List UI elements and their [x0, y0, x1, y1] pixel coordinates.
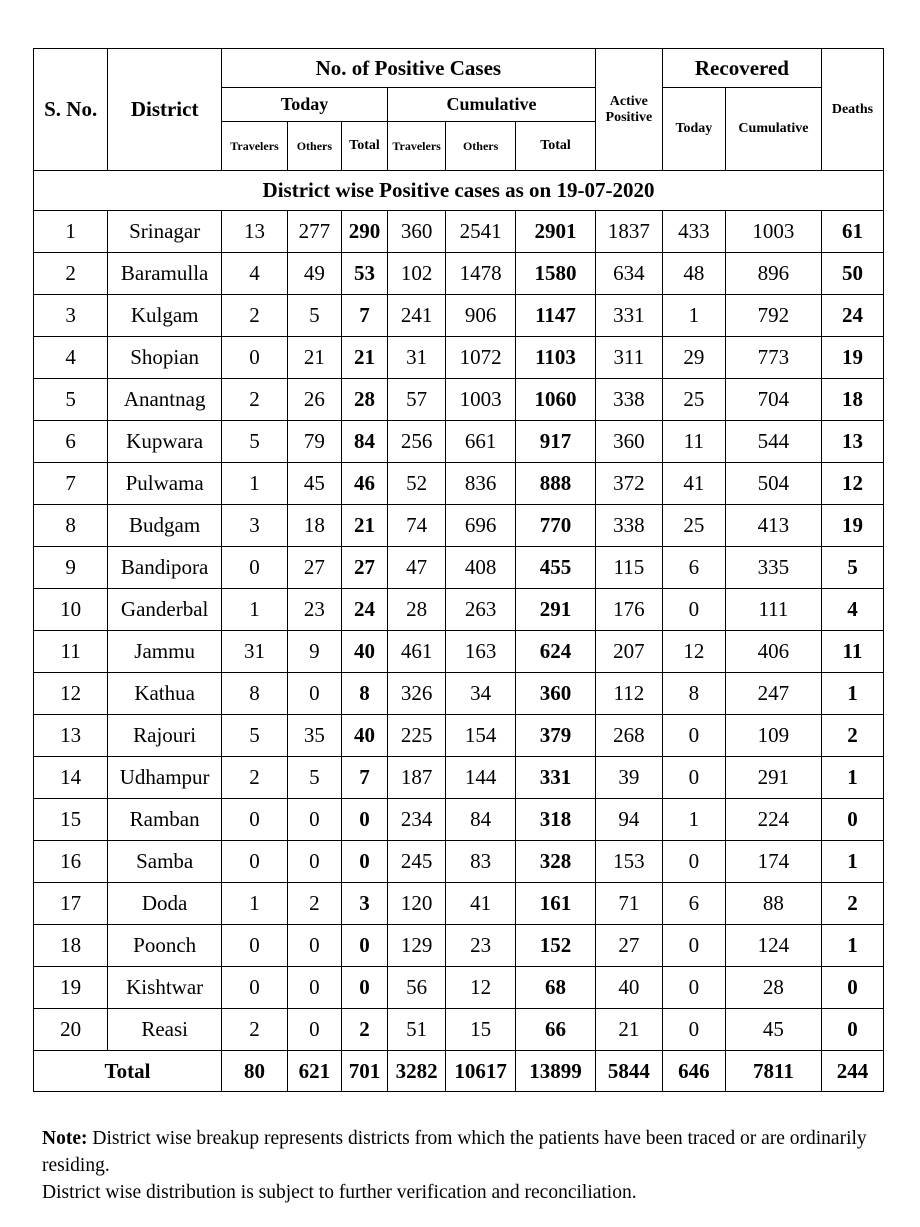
cell-today-others: 79: [288, 421, 342, 463]
cell-today-total: 0: [341, 925, 387, 967]
cell-today-others: 26: [288, 379, 342, 421]
cell-cumulative-travelers: 256: [388, 421, 446, 463]
district-cases-table: [33, 48, 884, 1092]
table-row: [34, 337, 884, 379]
cell-today-travelers: 8: [221, 673, 287, 715]
cell-active-positive: 21: [595, 1009, 662, 1051]
cell-today-total: 40: [341, 631, 387, 673]
cell-deaths: 1: [821, 841, 883, 883]
table-row: [34, 463, 884, 505]
header-recovered-cumulative: Cumulative: [725, 88, 821, 171]
cell-sno: 7: [34, 463, 108, 505]
cell-active-positive: 360: [595, 421, 662, 463]
cell-cumulative-total: 360: [516, 673, 596, 715]
header-recovered-today: Today: [662, 88, 725, 171]
cell-deaths: 2: [821, 883, 883, 925]
cell-recovered-cumulative: 1003: [725, 211, 821, 253]
cell-cumulative-travelers: 245: [388, 841, 446, 883]
cell-recovered-cumulative: 335: [725, 547, 821, 589]
header-today: Today: [221, 88, 387, 122]
cell-cumulative-total: 1580: [516, 253, 596, 295]
cell-deaths: 1: [821, 673, 883, 715]
header-today-total: Total: [341, 122, 387, 171]
cell-today-others: 5: [288, 295, 342, 337]
cell-today-travelers: 1: [221, 589, 287, 631]
cell-deaths: 0: [821, 799, 883, 841]
note-line-2: District wise distribution is subject to further verification and reconciliation.: [42, 1182, 637, 1203]
cell-cumulative-travelers: 28: [388, 589, 446, 631]
cell-today-travelers: 31: [221, 631, 287, 673]
cell-today-travelers: 2: [221, 295, 287, 337]
cell-cumulative-others: 163: [446, 631, 516, 673]
cell-active-positive: 71: [595, 883, 662, 925]
cell-cumulative-others: 696: [446, 505, 516, 547]
cell-today-total: 21: [341, 337, 387, 379]
cell-recovered-today: 6: [662, 547, 725, 589]
total-active-positive: 5844: [595, 1051, 662, 1092]
cell-district: Ramban: [108, 799, 222, 841]
cell-cumulative-travelers: 56: [388, 967, 446, 1009]
cell-cumulative-travelers: 57: [388, 379, 446, 421]
table-row: [34, 757, 884, 799]
cell-active-positive: 94: [595, 799, 662, 841]
cell-recovered-cumulative: 247: [725, 673, 821, 715]
cell-active-positive: 112: [595, 673, 662, 715]
cell-today-others: 27: [288, 547, 342, 589]
cell-recovered-today: 8: [662, 673, 725, 715]
table-row: [34, 673, 884, 715]
cell-recovered-today: 12: [662, 631, 725, 673]
cell-active-positive: 331: [595, 295, 662, 337]
table-row: [34, 547, 884, 589]
cell-cumulative-total: 161: [516, 883, 596, 925]
cell-cumulative-travelers: 120: [388, 883, 446, 925]
header-today-others: Others: [288, 122, 342, 171]
cell-sno: 13: [34, 715, 108, 757]
cell-cumulative-travelers: 225: [388, 715, 446, 757]
cell-cumulative-travelers: 234: [388, 799, 446, 841]
cell-cumulative-travelers: 102: [388, 253, 446, 295]
cell-recovered-cumulative: 109: [725, 715, 821, 757]
cell-cumulative-others: 41: [446, 883, 516, 925]
cell-deaths: 19: [821, 337, 883, 379]
table-row: [34, 631, 884, 673]
cell-today-total: 40: [341, 715, 387, 757]
total-cumulative-total: 13899: [516, 1051, 596, 1092]
cell-recovered-today: 29: [662, 337, 725, 379]
cell-cumulative-others: 84: [446, 799, 516, 841]
cell-recovered-cumulative: 544: [725, 421, 821, 463]
cell-recovered-today: 0: [662, 841, 725, 883]
cell-active-positive: 268: [595, 715, 662, 757]
cell-cumulative-total: 291: [516, 589, 596, 631]
cell-deaths: 0: [821, 967, 883, 1009]
cell-today-travelers: 0: [221, 547, 287, 589]
cell-deaths: 61: [821, 211, 883, 253]
total-today-total: 701: [341, 1051, 387, 1092]
cell-cumulative-travelers: 52: [388, 463, 446, 505]
total-today-others: 621: [288, 1051, 342, 1092]
cell-district: Doda: [108, 883, 222, 925]
cell-deaths: 2: [821, 715, 883, 757]
cell-deaths: 11: [821, 631, 883, 673]
table-row: [34, 253, 884, 295]
cell-recovered-cumulative: 504: [725, 463, 821, 505]
cell-district: Kathua: [108, 673, 222, 715]
cell-sno: 6: [34, 421, 108, 463]
total-today-travelers: 80: [221, 1051, 287, 1092]
footnote: [42, 1125, 892, 1206]
cell-today-total: 0: [341, 967, 387, 1009]
cell-recovered-today: 1: [662, 295, 725, 337]
cell-today-total: 21: [341, 505, 387, 547]
cell-active-positive: 39: [595, 757, 662, 799]
cell-recovered-today: 0: [662, 589, 725, 631]
cell-cumulative-others: 154: [446, 715, 516, 757]
cell-sno: 11: [34, 631, 108, 673]
cell-deaths: 24: [821, 295, 883, 337]
cell-recovered-cumulative: 174: [725, 841, 821, 883]
cell-active-positive: 153: [595, 841, 662, 883]
cell-recovered-cumulative: 45: [725, 1009, 821, 1051]
header-cumulative-travelers: Travelers: [388, 122, 446, 171]
cell-district: Kulgam: [108, 295, 222, 337]
cell-recovered-today: 6: [662, 883, 725, 925]
total-deaths: 244: [821, 1051, 883, 1092]
note-text-1: District wise breakup represents districts from which the patients have been traced or are ordinarily residing.: [42, 1128, 867, 1176]
cell-cumulative-travelers: 187: [388, 757, 446, 799]
cell-active-positive: 27: [595, 925, 662, 967]
cell-today-others: 35: [288, 715, 342, 757]
cell-cumulative-total: 1147: [516, 295, 596, 337]
table-row: [34, 589, 884, 631]
table-row: [34, 1009, 884, 1051]
cell-active-positive: 40: [595, 967, 662, 1009]
cell-today-total: 27: [341, 547, 387, 589]
cell-recovered-today: 0: [662, 1009, 725, 1051]
cell-today-others: 0: [288, 841, 342, 883]
note-label: Note:: [42, 1128, 88, 1149]
cell-recovered-today: 433: [662, 211, 725, 253]
cell-cumulative-travelers: 51: [388, 1009, 446, 1051]
header-cumulative: Cumulative: [388, 88, 596, 122]
cell-deaths: 18: [821, 379, 883, 421]
cell-cumulative-others: 15: [446, 1009, 516, 1051]
cell-cumulative-travelers: 74: [388, 505, 446, 547]
cell-deaths: 12: [821, 463, 883, 505]
cell-recovered-cumulative: 124: [725, 925, 821, 967]
cell-cumulative-total: 917: [516, 421, 596, 463]
cell-recovered-cumulative: 28: [725, 967, 821, 1009]
cell-active-positive: 207: [595, 631, 662, 673]
cell-district: Pulwama: [108, 463, 222, 505]
cell-cumulative-others: 661: [446, 421, 516, 463]
cell-cumulative-travelers: 360: [388, 211, 446, 253]
cell-cumulative-others: 263: [446, 589, 516, 631]
cell-today-travelers: 2: [221, 757, 287, 799]
cell-today-travelers: 0: [221, 967, 287, 1009]
cell-today-others: 0: [288, 925, 342, 967]
header-district: District: [108, 49, 222, 171]
table-row: [34, 505, 884, 547]
cell-sno: 14: [34, 757, 108, 799]
header-cumulative-others: Others: [446, 122, 516, 171]
cell-deaths: 13: [821, 421, 883, 463]
cell-sno: 4: [34, 337, 108, 379]
cell-deaths: 50: [821, 253, 883, 295]
table-row: [34, 211, 884, 253]
cell-recovered-cumulative: 792: [725, 295, 821, 337]
cell-active-positive: 372: [595, 463, 662, 505]
cell-active-positive: 115: [595, 547, 662, 589]
cell-today-others: 2: [288, 883, 342, 925]
cell-cumulative-others: 1072: [446, 337, 516, 379]
cell-today-total: 28: [341, 379, 387, 421]
table-row: [34, 799, 884, 841]
cell-cumulative-others: 1003: [446, 379, 516, 421]
cell-cumulative-total: 379: [516, 715, 596, 757]
cell-cumulative-total: 68: [516, 967, 596, 1009]
table-row: [34, 883, 884, 925]
cell-recovered-cumulative: 291: [725, 757, 821, 799]
cell-district: Udhampur: [108, 757, 222, 799]
cell-cumulative-others: 12: [446, 967, 516, 1009]
cell-cumulative-others: 23: [446, 925, 516, 967]
total-row: [34, 1051, 884, 1092]
cell-cumulative-total: 624: [516, 631, 596, 673]
cell-recovered-cumulative: 406: [725, 631, 821, 673]
cell-deaths: 19: [821, 505, 883, 547]
cell-sno: 18: [34, 925, 108, 967]
cell-cumulative-total: 1060: [516, 379, 596, 421]
cell-today-travelers: 3: [221, 505, 287, 547]
cell-today-travelers: 0: [221, 841, 287, 883]
cell-today-total: 24: [341, 589, 387, 631]
cell-deaths: 5: [821, 547, 883, 589]
header-positive-cases: No. of Positive Cases: [221, 49, 595, 88]
cell-today-travelers: 1: [221, 463, 287, 505]
cell-recovered-cumulative: 88: [725, 883, 821, 925]
cell-cumulative-total: 152: [516, 925, 596, 967]
cell-cumulative-travelers: 47: [388, 547, 446, 589]
cell-today-total: 290: [341, 211, 387, 253]
cell-district: Srinagar: [108, 211, 222, 253]
header-cumulative-total: Total: [516, 122, 596, 171]
cell-today-travelers: 2: [221, 379, 287, 421]
header-today-travelers: Travelers: [221, 122, 287, 171]
cell-cumulative-others: 83: [446, 841, 516, 883]
cell-sno: 2: [34, 253, 108, 295]
cell-today-travelers: 5: [221, 715, 287, 757]
cell-recovered-today: 11: [662, 421, 725, 463]
cell-district: Shopian: [108, 337, 222, 379]
cell-today-total: 0: [341, 841, 387, 883]
cell-cumulative-total: 328: [516, 841, 596, 883]
cell-active-positive: 176: [595, 589, 662, 631]
table-row: [34, 421, 884, 463]
cell-today-total: 7: [341, 295, 387, 337]
note-line-1: [42, 1125, 892, 1179]
cell-cumulative-others: 1478: [446, 253, 516, 295]
cell-district: Bandipora: [108, 547, 222, 589]
cell-today-others: 0: [288, 1009, 342, 1051]
cell-today-travelers: 5: [221, 421, 287, 463]
total-label: Total: [34, 1051, 222, 1092]
cell-deaths: 1: [821, 925, 883, 967]
cell-sno: 20: [34, 1009, 108, 1051]
cell-cumulative-others: 34: [446, 673, 516, 715]
table-row: [34, 841, 884, 883]
total-recovered-cumulative: 7811: [725, 1051, 821, 1092]
cell-today-others: 45: [288, 463, 342, 505]
cell-cumulative-total: 66: [516, 1009, 596, 1051]
cell-district: Kishtwar: [108, 967, 222, 1009]
cell-recovered-today: 25: [662, 505, 725, 547]
cell-cumulative-travelers: 31: [388, 337, 446, 379]
cell-today-total: 3: [341, 883, 387, 925]
cell-today-travelers: 4: [221, 253, 287, 295]
cell-today-others: 0: [288, 967, 342, 1009]
cell-district: Budgam: [108, 505, 222, 547]
cell-district: Kupwara: [108, 421, 222, 463]
cell-cumulative-others: 408: [446, 547, 516, 589]
cell-today-total: 53: [341, 253, 387, 295]
cell-today-others: 18: [288, 505, 342, 547]
cell-district: Jammu: [108, 631, 222, 673]
cell-cumulative-travelers: 129: [388, 925, 446, 967]
cell-sno: 9: [34, 547, 108, 589]
cell-sno: 12: [34, 673, 108, 715]
cell-today-others: 277: [288, 211, 342, 253]
cell-recovered-cumulative: 111: [725, 589, 821, 631]
cell-district: Ganderbal: [108, 589, 222, 631]
cell-today-travelers: 0: [221, 925, 287, 967]
cell-sno: 15: [34, 799, 108, 841]
cell-cumulative-travelers: 241: [388, 295, 446, 337]
cell-district: Anantnag: [108, 379, 222, 421]
cell-district: Baramulla: [108, 253, 222, 295]
cell-active-positive: 338: [595, 505, 662, 547]
cell-today-others: 23: [288, 589, 342, 631]
table-row: [34, 967, 884, 1009]
cell-today-others: 0: [288, 799, 342, 841]
cell-recovered-today: 0: [662, 967, 725, 1009]
cell-today-others: 21: [288, 337, 342, 379]
cell-cumulative-travelers: 326: [388, 673, 446, 715]
cell-active-positive: 1837: [595, 211, 662, 253]
cell-recovered-today: 0: [662, 715, 725, 757]
cell-sno: 16: [34, 841, 108, 883]
cell-today-total: 7: [341, 757, 387, 799]
total-recovered-today: 646: [662, 1051, 725, 1092]
cell-recovered-today: 48: [662, 253, 725, 295]
cell-sno: 17: [34, 883, 108, 925]
table-body: [34, 211, 884, 1051]
cell-district: Poonch: [108, 925, 222, 967]
cell-district: Reasi: [108, 1009, 222, 1051]
header-recovered: Recovered: [662, 49, 821, 88]
cell-sno: 3: [34, 295, 108, 337]
cell-active-positive: 311: [595, 337, 662, 379]
cell-cumulative-total: 888: [516, 463, 596, 505]
cell-today-total: 84: [341, 421, 387, 463]
cell-recovered-today: 0: [662, 925, 725, 967]
total-cumulative-travelers: 3282: [388, 1051, 446, 1092]
table-title: District wise Positive cases as on 19-07-2020: [34, 171, 884, 211]
cell-recovered-today: 25: [662, 379, 725, 421]
table-row: [34, 295, 884, 337]
cell-cumulative-others: 144: [446, 757, 516, 799]
cell-today-others: 49: [288, 253, 342, 295]
cell-recovered-today: 0: [662, 757, 725, 799]
cell-recovered-cumulative: 224: [725, 799, 821, 841]
cell-recovered-today: 1: [662, 799, 725, 841]
cell-today-travelers: 0: [221, 337, 287, 379]
cell-cumulative-travelers: 461: [388, 631, 446, 673]
cell-today-travelers: 0: [221, 799, 287, 841]
table-row: [34, 925, 884, 967]
cell-today-total: 0: [341, 799, 387, 841]
cell-deaths: 0: [821, 1009, 883, 1051]
cell-recovered-cumulative: 704: [725, 379, 821, 421]
cell-cumulative-others: 906: [446, 295, 516, 337]
cell-cumulative-total: 1103: [516, 337, 596, 379]
cell-cumulative-others: 2541: [446, 211, 516, 253]
cell-today-total: 2: [341, 1009, 387, 1051]
cell-recovered-cumulative: 896: [725, 253, 821, 295]
cell-sno: 19: [34, 967, 108, 1009]
cell-today-others: 5: [288, 757, 342, 799]
table-row: [34, 715, 884, 757]
cell-sno: 1: [34, 211, 108, 253]
cell-today-travelers: 1: [221, 883, 287, 925]
cell-cumulative-total: 318: [516, 799, 596, 841]
cell-recovered-today: 41: [662, 463, 725, 505]
cell-recovered-cumulative: 413: [725, 505, 821, 547]
cell-cumulative-total: 331: [516, 757, 596, 799]
cell-sno: 5: [34, 379, 108, 421]
cell-today-travelers: 13: [221, 211, 287, 253]
cell-district: Rajouri: [108, 715, 222, 757]
cell-today-total: 46: [341, 463, 387, 505]
cell-cumulative-total: 770: [516, 505, 596, 547]
cell-recovered-cumulative: 773: [725, 337, 821, 379]
cell-sno: 10: [34, 589, 108, 631]
table-row: [34, 379, 884, 421]
cell-active-positive: 634: [595, 253, 662, 295]
header-active-positive: Active Positive: [595, 49, 662, 171]
cell-district: Samba: [108, 841, 222, 883]
total-cumulative-others: 10617: [446, 1051, 516, 1092]
header-sno: S. No.: [34, 49, 108, 171]
cell-sno: 8: [34, 505, 108, 547]
cell-cumulative-others: 836: [446, 463, 516, 505]
cell-cumulative-total: 2901: [516, 211, 596, 253]
cell-deaths: 4: [821, 589, 883, 631]
header-deaths: Deaths: [821, 49, 883, 171]
cell-today-others: 0: [288, 673, 342, 715]
cell-deaths: 1: [821, 757, 883, 799]
cell-today-total: 8: [341, 673, 387, 715]
cell-cumulative-total: 455: [516, 547, 596, 589]
cell-today-others: 9: [288, 631, 342, 673]
cell-today-travelers: 2: [221, 1009, 287, 1051]
cell-active-positive: 338: [595, 379, 662, 421]
